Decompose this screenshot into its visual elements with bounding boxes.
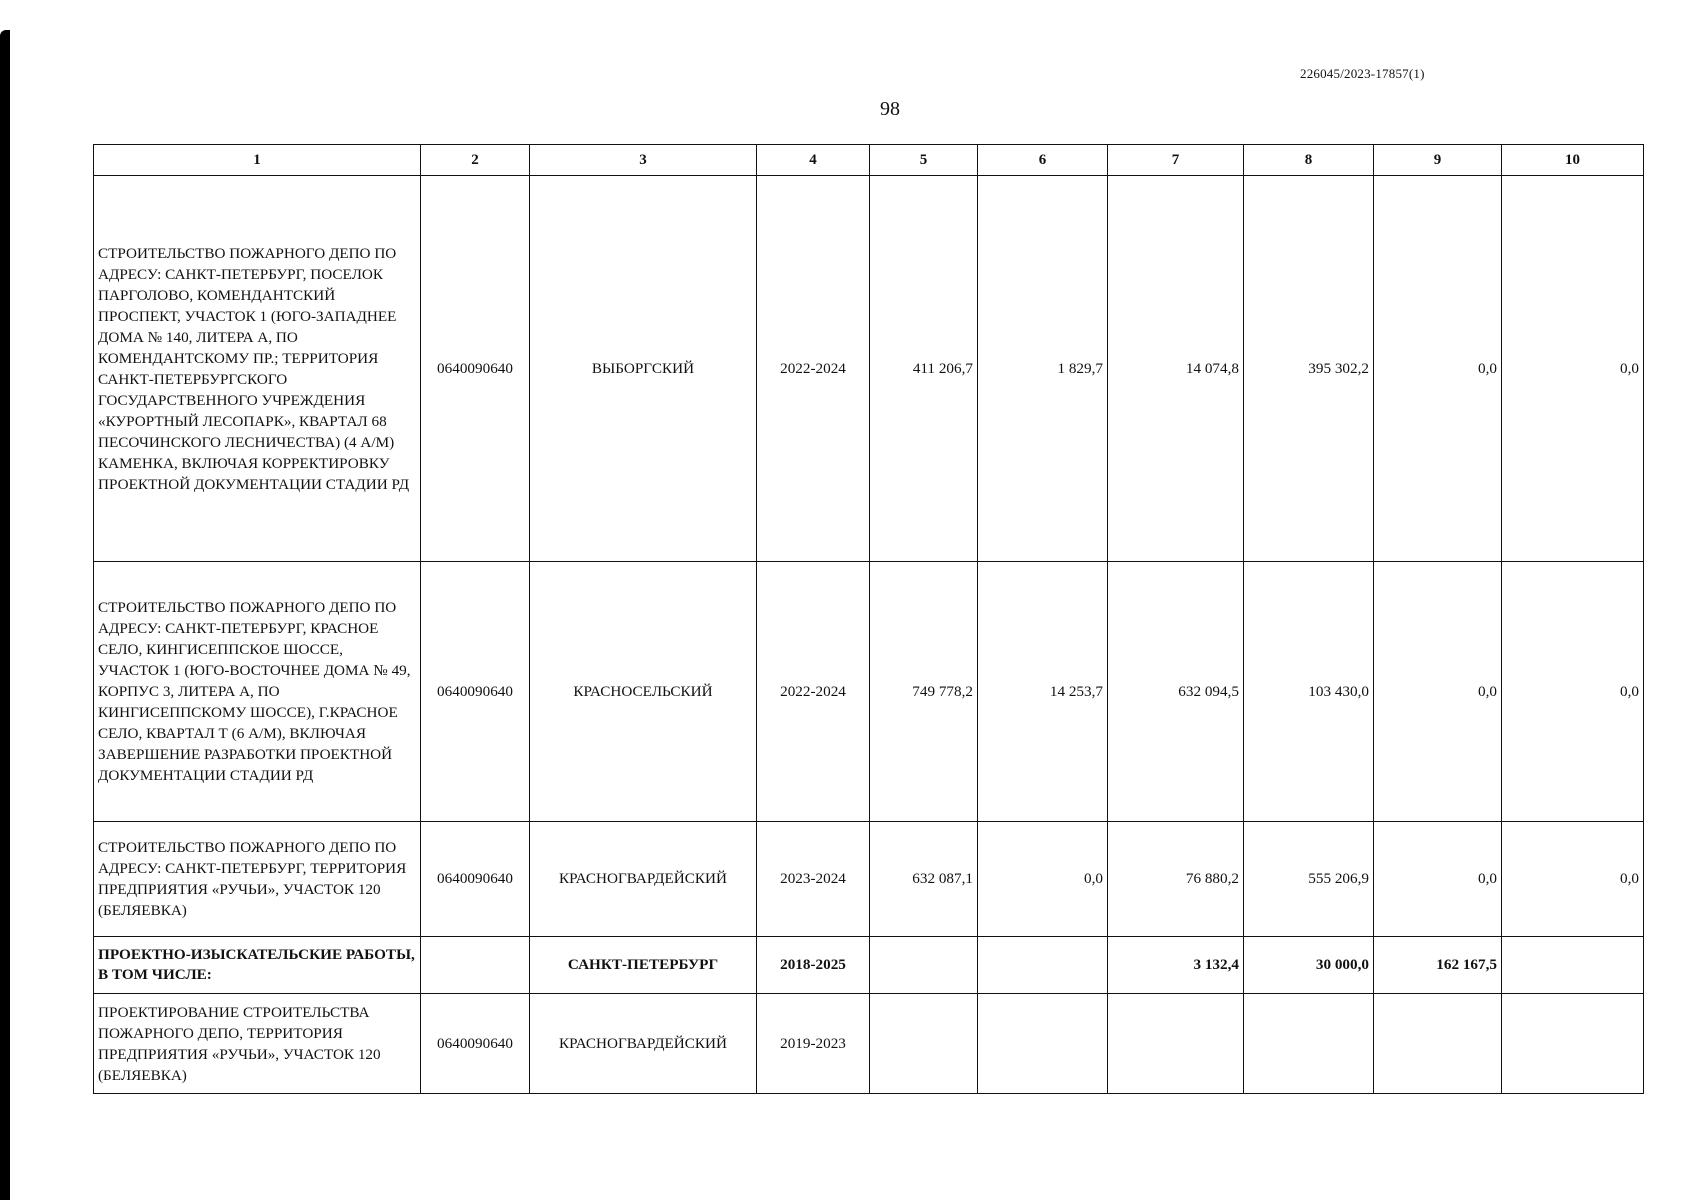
value-col10: 0,0 — [1502, 822, 1644, 937]
value-col5 — [870, 937, 978, 994]
period: 2022-2024 — [757, 176, 870, 562]
value-col5 — [870, 994, 978, 1094]
period: 2018-2025 — [757, 937, 870, 994]
value-col6 — [978, 994, 1108, 1094]
object-name: СТРОИТЕЛЬСТВО ПОЖАРНОГО ДЕПО ПО АДРЕСУ: САНКТ-ПЕТЕРБУРГ, ТЕРРИТОРИЯ ПРЕДПРИЯТИЯ «РУЧЬИ», УЧАСТОК 120 (БЕЛЯЕВКА) — [94, 822, 421, 937]
table-row — [94, 562, 1644, 822]
value-col6: 0,0 — [978, 822, 1108, 937]
value-col10: 0,0 — [1502, 176, 1644, 562]
value-col7 — [1108, 994, 1244, 1094]
value-col5: 749 778,2 — [870, 562, 978, 822]
value-col9: 0,0 — [1374, 176, 1502, 562]
budget-code: 0640090640 — [421, 176, 530, 562]
value-col7: 3 132,4 — [1108, 937, 1244, 994]
district: КРАСНОГВАРДЕЙСКИЙ — [530, 822, 757, 937]
scan-edge — [0, 30, 10, 1200]
value-col9: 162 167,5 — [1374, 937, 1502, 994]
budget-table — [93, 144, 1644, 1094]
value-col5: 411 206,7 — [870, 176, 978, 562]
value-col8: 103 430,0 — [1244, 562, 1374, 822]
value-col8: 30 000,0 — [1244, 937, 1374, 994]
column-header-3: 3 — [530, 145, 757, 176]
value-col9: 0,0 — [1374, 822, 1502, 937]
value-col8: 395 302,2 — [1244, 176, 1374, 562]
column-header-8: 8 — [1244, 145, 1374, 176]
document-id: 226045/2023-17857(1) — [1300, 66, 1425, 81]
object-name: ПРОЕКТИРОВАНИЕ СТРОИТЕЛЬСТВА ПОЖАРНОГО ДЕПО, ТЕРРИТОРИЯ ПРЕДПРИЯТИЯ «РУЧЬИ», УЧАСТОК 120 (БЕЛЯЕВКА) — [94, 994, 421, 1094]
value-col10 — [1502, 994, 1644, 1094]
table-row — [94, 994, 1644, 1094]
object-name: ПРОЕКТНО-ИЗЫСКАТЕЛЬСКИЕ РАБОТЫ, В ТОМ ЧИСЛЕ: — [94, 937, 421, 994]
object-name: СТРОИТЕЛЬСТВО ПОЖАРНОГО ДЕПО ПО АДРЕСУ: САНКТ-ПЕТЕРБУРГ, ПОСЕЛОК ПАРГОЛОВО, КОМЕНДАНТСКИЙ ПРОСПЕКТ, УЧАСТОК 1 (ЮГО-ЗАПАДНЕЕ ДОМА № 140, ЛИТЕРА А, ПО КОМЕНДАНТСКОМУ ПР.; ТЕРРИТОРИЯ САНКТ-ПЕТЕРБУРГСКОГО ГОСУДАРСТВЕННОГО УЧРЕЖДЕНИЯ «КУРОРТНЫЙ ЛЕСОПАРК», КВАРТАЛ 68 ПЕСОЧИНСКОГО ЛЕСНИЧЕСТВА) (4 А/М) КАМЕНКА, ВКЛЮЧАЯ КОРРЕКТИРОВКУ ПРОЕКТНОЙ ДОКУМЕНТАЦИИ СТАДИИ РД — [94, 176, 421, 562]
period: 2022-2024 — [757, 562, 870, 822]
district: КРАСНОСЕЛЬСКИЙ — [530, 562, 757, 822]
column-header-5: 5 — [870, 145, 978, 176]
object-name: СТРОИТЕЛЬСТВО ПОЖАРНОГО ДЕПО ПО АДРЕСУ: САНКТ-ПЕТЕРБУРГ, КРАСНОЕ СЕЛО, КИНГИСЕППСКОЕ ШОССЕ, УЧАСТОК 1 (ЮГО-ВОСТОЧНЕЕ ДОМА № 49, КОРПУС 3, ЛИТЕРА А, ПО КИНГИСЕППСКОМУ ШОССЕ), Г.КРАСНОЕ СЕЛО, КВАРТАЛ Т (6 А/М), ВКЛЮЧАЯ ЗАВЕРШЕНИЕ РАЗРАБОТКИ ПРОЕКТНОЙ ДОКУМЕНТАЦИИ СТАДИИ РД — [94, 562, 421, 822]
header-row — [94, 145, 1644, 176]
value-col9: 0,0 — [1374, 562, 1502, 822]
value-col6: 1 829,7 — [978, 176, 1108, 562]
table-row — [94, 937, 1644, 994]
district: САНКТ-ПЕТЕРБУРГ — [530, 937, 757, 994]
column-header-4: 4 — [757, 145, 870, 176]
district: КРАСНОГВАРДЕЙСКИЙ — [530, 994, 757, 1094]
value-col10: 0,0 — [1502, 562, 1644, 822]
value-col5: 632 087,1 — [870, 822, 978, 937]
table-row — [94, 176, 1644, 562]
budget-code — [421, 937, 530, 994]
value-col10 — [1502, 937, 1644, 994]
value-col6 — [978, 937, 1108, 994]
district: ВЫБОРГСКИЙ — [530, 176, 757, 562]
page-number: 98 — [880, 98, 900, 120]
column-header-9: 9 — [1374, 145, 1502, 176]
budget-code: 0640090640 — [421, 822, 530, 937]
value-col9 — [1374, 994, 1502, 1094]
column-header-2: 2 — [421, 145, 530, 176]
period: 2019-2023 — [757, 994, 870, 1094]
period: 2023-2024 — [757, 822, 870, 937]
value-col7: 14 074,8 — [1108, 176, 1244, 562]
budget-code: 0640090640 — [421, 994, 530, 1094]
value-col8 — [1244, 994, 1374, 1094]
value-col8: 555 206,9 — [1244, 822, 1374, 937]
budget-code: 0640090640 — [421, 562, 530, 822]
column-header-1: 1 — [94, 145, 421, 176]
value-col7: 76 880,2 — [1108, 822, 1244, 937]
table-row — [94, 822, 1644, 937]
column-header-7: 7 — [1108, 145, 1244, 176]
value-col6: 14 253,7 — [978, 562, 1108, 822]
column-header-10: 10 — [1502, 145, 1644, 176]
value-col7: 632 094,5 — [1108, 562, 1244, 822]
column-header-6: 6 — [978, 145, 1108, 176]
